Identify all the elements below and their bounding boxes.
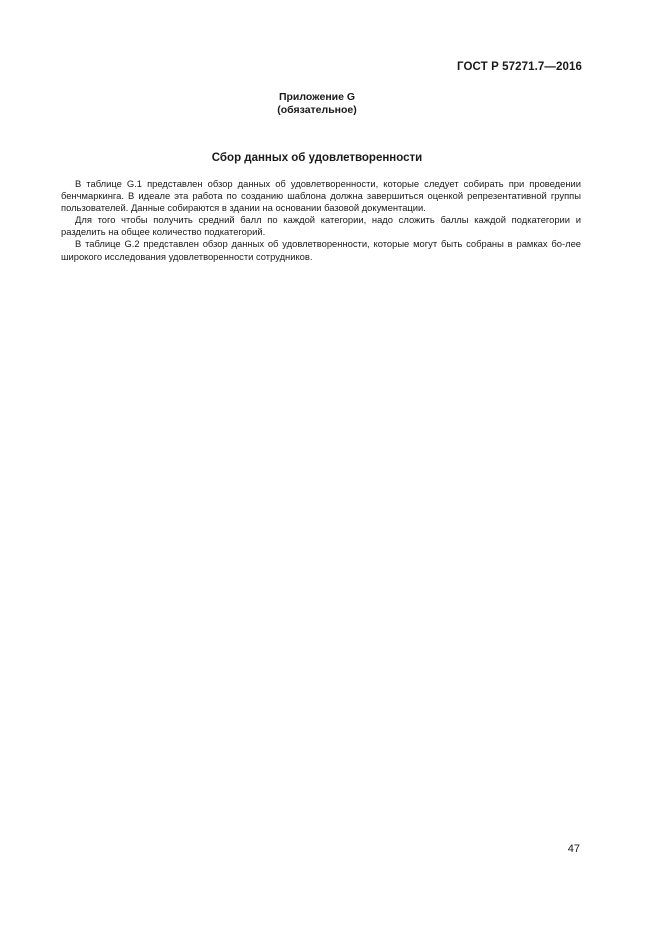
appendix-heading [0, 91, 634, 117]
body-text [61, 178, 581, 263]
paragraph-1: В таблице G.1 представлен обзор данных об удовлетворенности, которые следует собирать при проведении бенчмаркинга. В идеале эта работа по созданию шаблона должна завершиться оценкой репрезентативной группы пользователей. Данные собираются в здании на основании базовой документации. [61, 178, 581, 214]
appendix-status: (обязательное) [277, 104, 357, 116]
paragraph-3: В таблице G.2 представлен обзор данных об удовлетворенности, которые могут быть собраны в рамках бо-лее широкого исследования удовлетворенности сотрудников. [61, 238, 581, 262]
page-number: 47 [567, 843, 580, 855]
paragraph-2: Для того чтобы получить средний балл по каждой категории, надо сложить баллы каждой подкатегории и разделить на общее количество подкатегорий. [61, 214, 581, 238]
appendix-title: Приложение G [278, 91, 356, 103]
document-code: ГОСТ Р 57271.7—2016 [457, 61, 582, 73]
section-title: Сбор данных об удовлетворенности [211, 152, 423, 164]
